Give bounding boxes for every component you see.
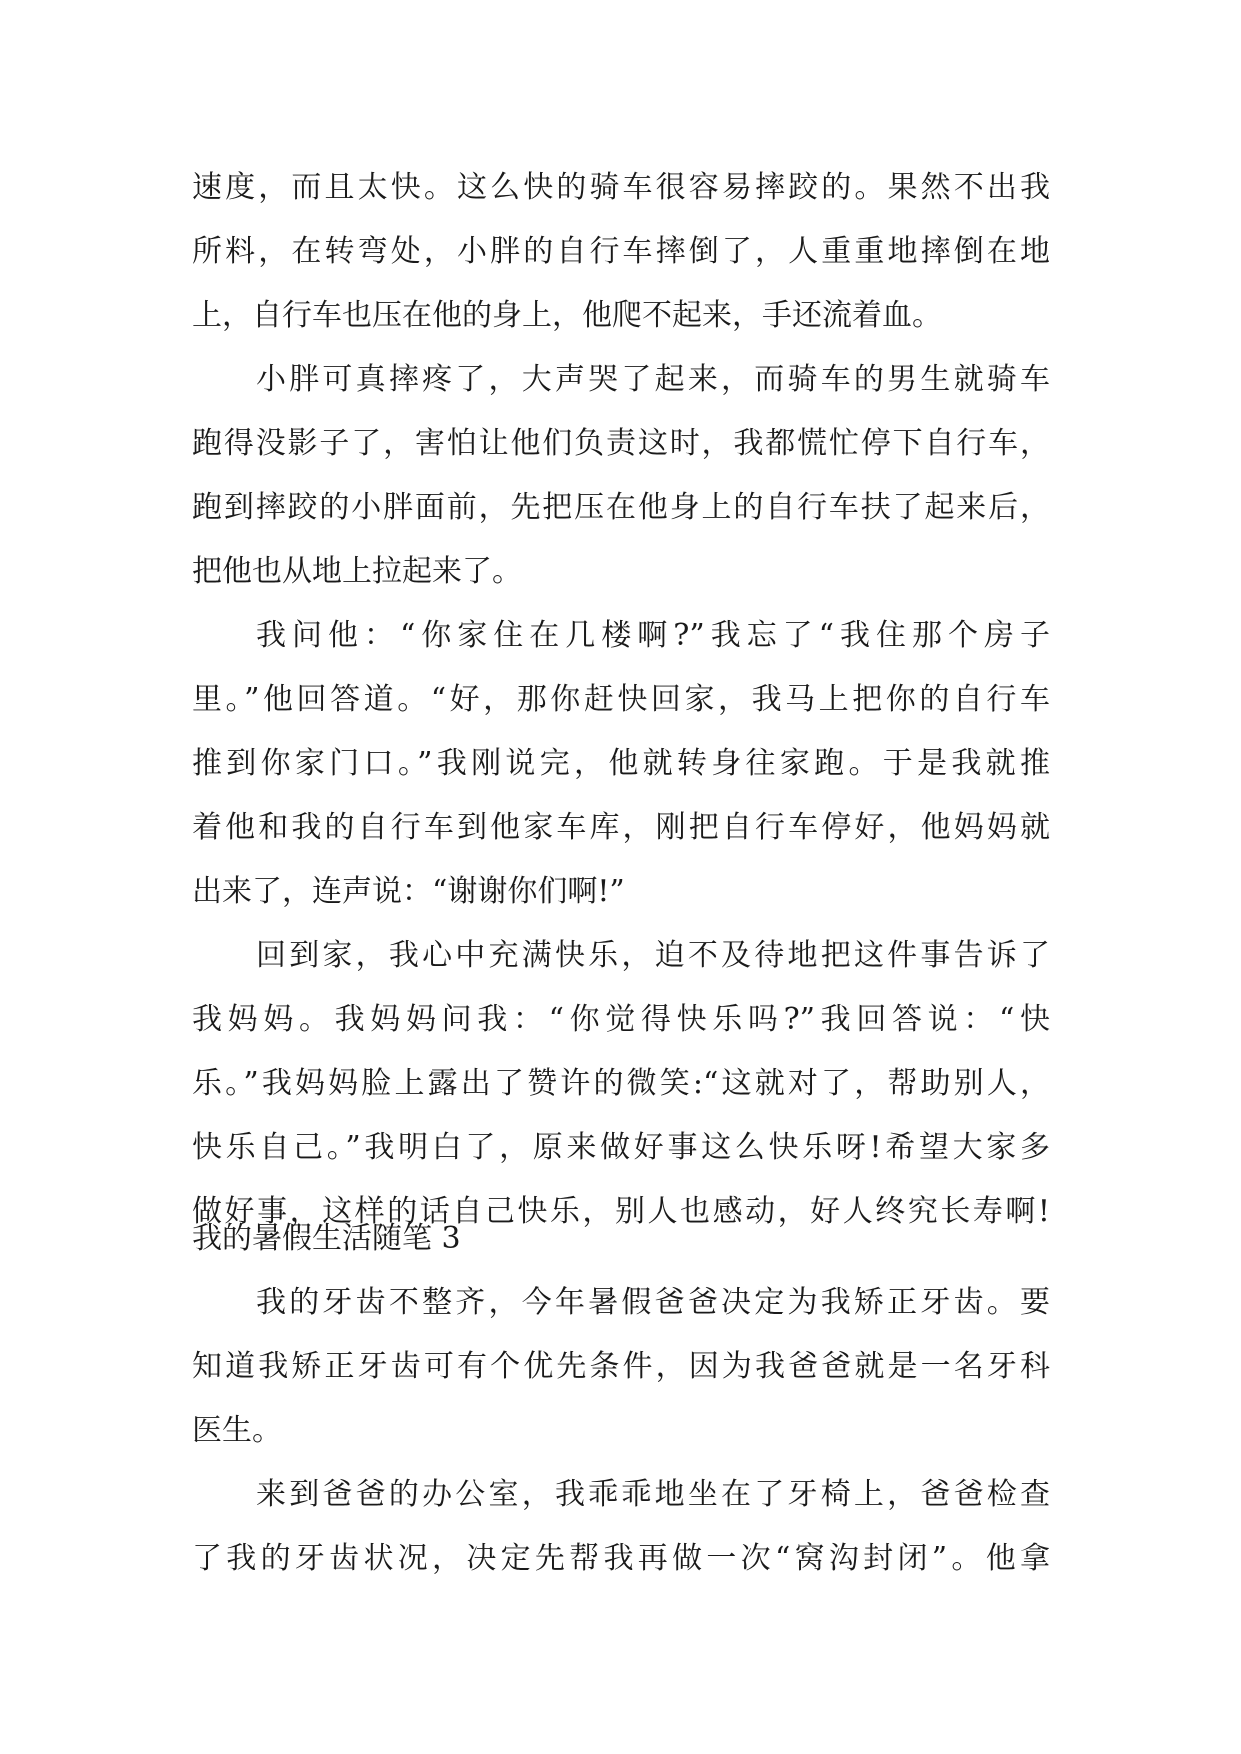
text-line: 了我的牙齿状况，决定先帮我再做一次“窝沟封闭”。他拿 [192, 1541, 1050, 1576]
text-line: 医生。 [192, 1413, 282, 1448]
body-text-section-2 [192, 1271, 1050, 1591]
text-line: 来到爸爸的办公室，我乖乖地坐在了牙椅上，爸爸检查 [256, 1477, 1050, 1512]
text-line: 把他也从地上拉起来了。 [192, 554, 522, 589]
text-line: 知道我矫正牙齿可有个优先条件，因为我爸爸就是一名牙科 [192, 1349, 1050, 1384]
body-text-section-1 [192, 156, 1050, 1244]
text-line: 出来了，连声说：“谢谢你们啊!” [192, 874, 625, 909]
text-line: 我的牙齿不整齐，今年暑假爸爸决定为我矫正牙齿。要 [256, 1285, 1050, 1320]
text-line: 快乐自己。”我明白了，原来做好事这么快乐呀!希望大家多 [192, 1130, 1050, 1165]
text-line: 上，自行车也压在他的身上，他爬不起来，手还流着血。 [192, 298, 942, 333]
text-line: 速度，而且太快。这么快的骑车很容易摔跤的。果然不出我 [192, 170, 1050, 205]
text-line: 回到家，我心中充满快乐，迫不及待地把这件事告诉了 [256, 938, 1050, 973]
text-line: 乐。”我妈妈脸上露出了赞许的微笑:“这就对了，帮助别人， [192, 1066, 1050, 1101]
text-line: 里。”他回答道。“好，那你赶快回家，我马上把你的自行车 [192, 682, 1050, 717]
text-line: 小胖可真摔疼了，大声哭了起来，而骑车的男生就骑车 [256, 362, 1050, 397]
text-line: 跑得没影子了，害怕让他们负责这时，我都慌忙停下自行车， [192, 426, 1050, 461]
text-line: 我妈妈。我妈妈问我：“你觉得快乐吗?”我回答说：“快 [192, 1002, 1050, 1037]
text-line: 推到你家门口。”我刚说完，他就转身往家跑。于是我就推 [192, 746, 1050, 781]
text-line: 跑到摔跤的小胖面前，先把压在他身上的自行车扶了起来后， [192, 490, 1050, 525]
text-line: 所料，在转弯处，小胖的自行车摔倒了，人重重地摔倒在地 [192, 234, 1050, 269]
section-heading: 我的暑假生活随笔 3 [192, 1221, 461, 1256]
text-line: 着他和我的自行车到他家车库，刚把自行车停好，他妈妈就 [192, 810, 1050, 845]
text-line: 做好事，这样的话自己快乐，别人也感动，好人终究长寿啊! [192, 1194, 1050, 1229]
text-line: 我问他：“你家住在几楼啊?”我忘了“我住那个房子 [256, 618, 1050, 653]
